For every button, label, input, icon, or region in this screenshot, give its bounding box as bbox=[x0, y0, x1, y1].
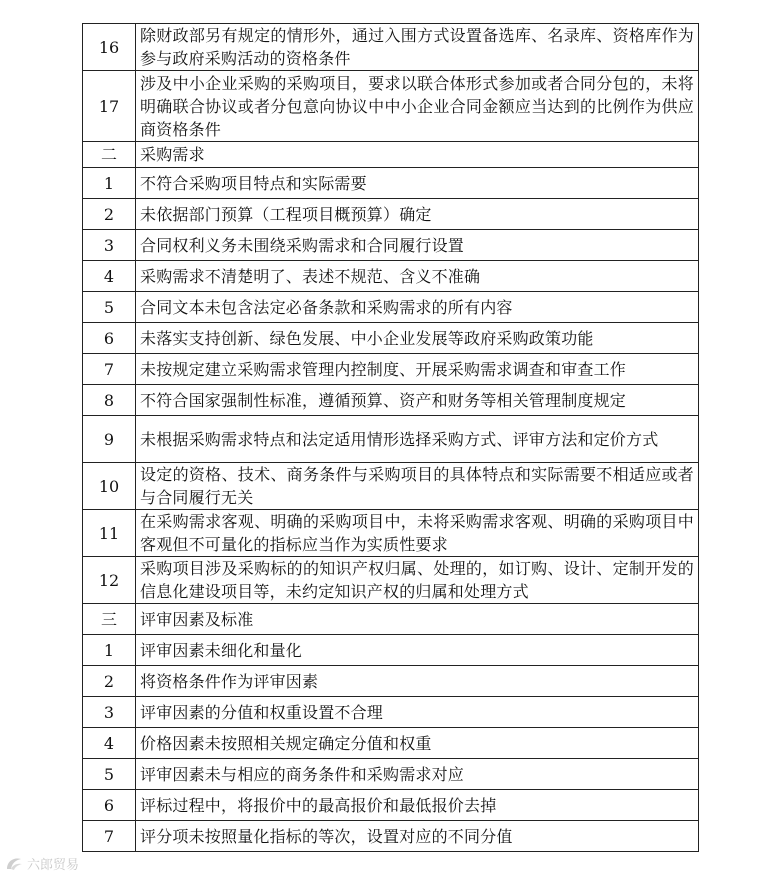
row-text: 将资格条件作为评审因素 bbox=[136, 666, 699, 697]
row-number: 5 bbox=[83, 292, 136, 323]
row-number: 12 bbox=[83, 557, 136, 604]
row-number: 1 bbox=[83, 635, 136, 666]
row-text: 未落实支持创新、绿色发展、中小企业发展等政府采购政策功能 bbox=[136, 323, 699, 354]
row-number: 2 bbox=[83, 199, 136, 230]
table-row bbox=[83, 24, 699, 71]
row-text: 合同权利义务未围绕采购需求和合同履行设置 bbox=[136, 230, 699, 261]
row-number: 7 bbox=[83, 354, 136, 385]
row-number: 6 bbox=[83, 323, 136, 354]
watermark bbox=[4, 854, 79, 873]
table-row bbox=[83, 821, 699, 852]
row-number: 8 bbox=[83, 385, 136, 416]
row-number: 9 bbox=[83, 416, 136, 463]
table-row bbox=[83, 168, 699, 199]
row-number: 1 bbox=[83, 168, 136, 199]
row-text: 评分项未按照量化指标的等次，设置对应的不同分值 bbox=[136, 821, 699, 852]
row-text: 除财政部另有规定的情形外，通过入围方式设置备选库、名录库、资格库作为参与政府采购活动的资格条件 bbox=[136, 24, 699, 71]
table-row bbox=[83, 416, 699, 463]
table-row bbox=[83, 790, 699, 821]
row-text: 未按规定建立采购需求管理内控制度、开展采购需求调查和审查工作 bbox=[136, 354, 699, 385]
row-text: 在采购需求客观、明确的采购项目中，未将采购需求客观、明确的采购项目中客观但不可量化的指标应当作为实质性要求 bbox=[136, 510, 699, 557]
watermark-text: 六郎贸易 bbox=[27, 858, 80, 873]
row-number: 7 bbox=[83, 821, 136, 852]
row-number: 4 bbox=[83, 728, 136, 759]
row-number: 3 bbox=[83, 697, 136, 728]
table-row bbox=[83, 261, 699, 292]
table-row bbox=[83, 759, 699, 790]
row-text: 评审因素未细化和量化 bbox=[136, 635, 699, 666]
table-row bbox=[83, 510, 699, 557]
table-row bbox=[83, 354, 699, 385]
row-text: 涉及中小企业采购的采购项目，要求以联合体形式参加或者合同分包的，未将明确联合协议或者分包意向协议中中小企业合同金额应当达到的比例作为供应商资格条件 bbox=[136, 71, 699, 142]
section-title: 采购需求 bbox=[136, 142, 699, 168]
requirements-table bbox=[82, 23, 699, 852]
row-number: 4 bbox=[83, 261, 136, 292]
row-text: 不符合采购项目特点和实际需要 bbox=[136, 168, 699, 199]
row-number: 11 bbox=[83, 510, 136, 557]
row-number: 3 bbox=[83, 230, 136, 261]
table-row bbox=[83, 323, 699, 354]
table-row bbox=[83, 666, 699, 697]
row-number: 2 bbox=[83, 666, 136, 697]
row-number: 5 bbox=[83, 759, 136, 790]
row-text: 评标过程中，将报价中的最高报价和最低报价去掉 bbox=[136, 790, 699, 821]
row-text: 合同文本未包含法定必备条款和采购需求的所有内容 bbox=[136, 292, 699, 323]
table-row bbox=[83, 463, 699, 510]
row-text: 评审因素的分值和权重设置不合理 bbox=[136, 697, 699, 728]
table-row bbox=[83, 728, 699, 759]
row-text: 评审因素未与相应的商务条件和采购需求对应 bbox=[136, 759, 699, 790]
section-number: 三 bbox=[83, 604, 136, 635]
section-title: 评审因素及标准 bbox=[136, 604, 699, 635]
row-number: 16 bbox=[83, 24, 136, 71]
row-number: 6 bbox=[83, 790, 136, 821]
row-number: 17 bbox=[83, 71, 136, 142]
section-header-row bbox=[83, 142, 699, 168]
brand-logo-icon bbox=[4, 855, 24, 873]
table-row bbox=[83, 230, 699, 261]
row-text: 采购需求不清楚明了、表述不规范、含义不准确 bbox=[136, 261, 699, 292]
section-header-row bbox=[83, 604, 699, 635]
row-text: 价格因素未按照相关规定确定分值和权重 bbox=[136, 728, 699, 759]
row-text: 采购项目涉及采购标的的知识产权归属、处理的，如订购、设计、定制开发的信息化建设项目等，未约定知识产权的归属和处理方式 bbox=[136, 557, 699, 604]
row-text: 未依据部门预算（工程项目概预算）确定 bbox=[136, 199, 699, 230]
section-number: 二 bbox=[83, 142, 136, 168]
row-text: 不符合国家强制性标准，遵循预算、资产和财务等相关管理制度规定 bbox=[136, 385, 699, 416]
table-row bbox=[83, 199, 699, 230]
table-row bbox=[83, 697, 699, 728]
table-row bbox=[83, 557, 699, 604]
row-number: 10 bbox=[83, 463, 136, 510]
table-row bbox=[83, 71, 699, 142]
table-row bbox=[83, 292, 699, 323]
table-row bbox=[83, 385, 699, 416]
row-text: 未根据采购需求特点和法定适用情形选择采购方式、评审方法和定价方式 bbox=[136, 416, 699, 463]
table-row bbox=[83, 635, 699, 666]
row-text: 设定的资格、技术、商务条件与采购项目的具体特点和实际需要不相适应或者与合同履行无关 bbox=[136, 463, 699, 510]
table-body bbox=[83, 24, 699, 852]
